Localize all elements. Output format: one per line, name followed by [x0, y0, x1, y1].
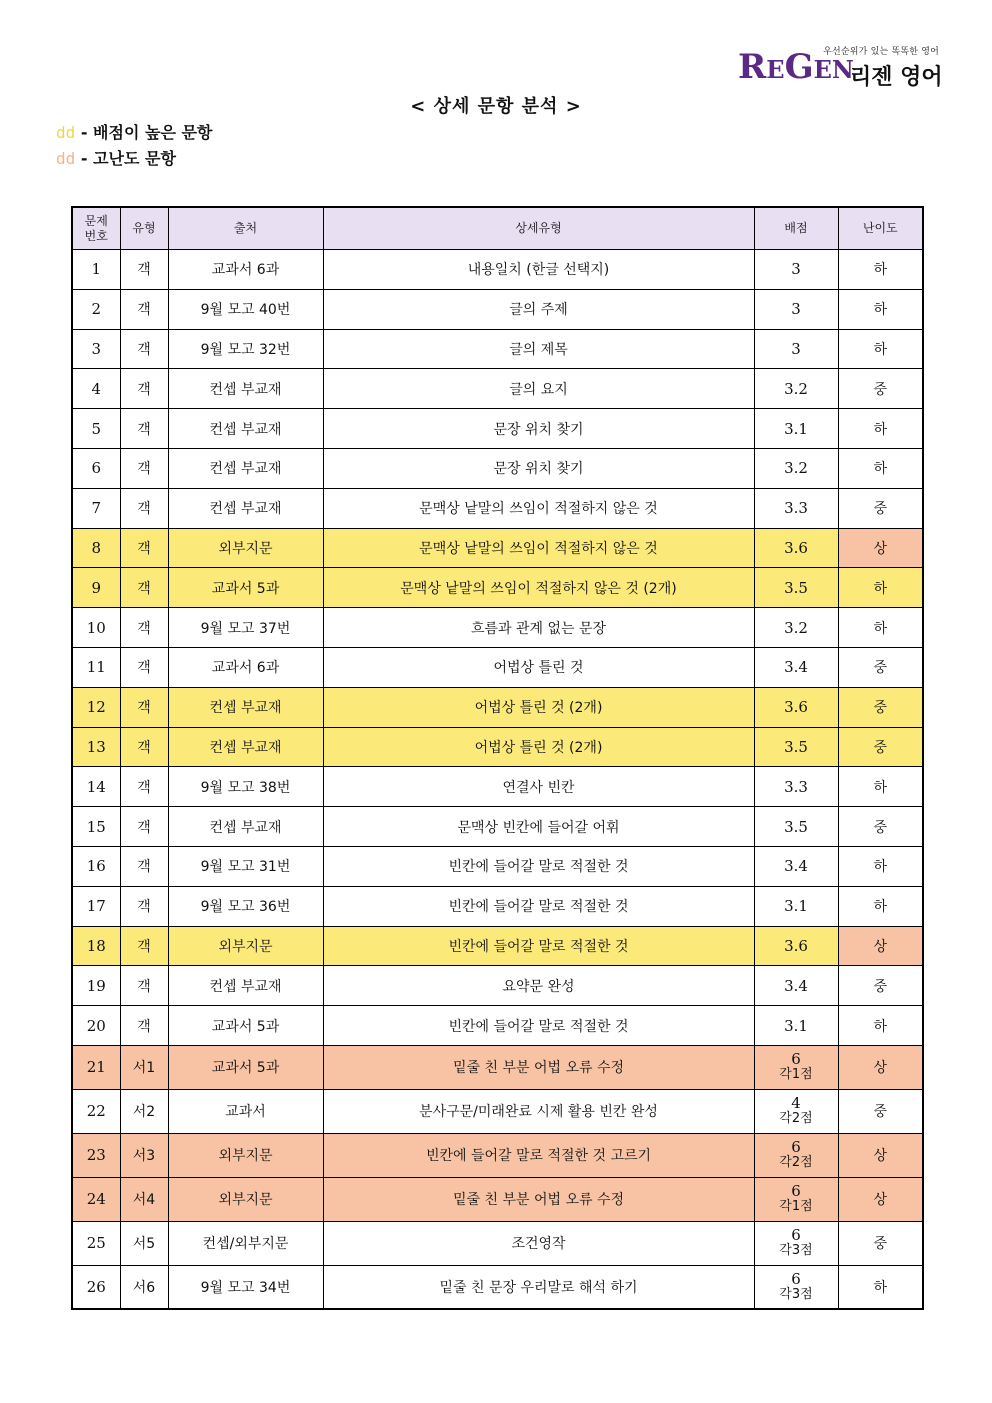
cell-score — [754, 966, 838, 1006]
cell-score — [754, 807, 838, 847]
table-row — [72, 886, 923, 926]
legend-marker: dd — [56, 123, 76, 142]
cell-source: 컨셉 부교재 — [168, 727, 323, 767]
cell-score — [754, 488, 838, 528]
score-value: 3.2 — [784, 459, 808, 478]
score-value: 3.4 — [784, 658, 808, 677]
cell-score — [754, 1089, 838, 1133]
table-header-row — [72, 207, 923, 250]
table-row — [72, 1045, 923, 1089]
cell-type: 객 — [120, 687, 168, 727]
table-row — [72, 1177, 923, 1221]
cell-detail: 요약문 완성 — [323, 966, 754, 1006]
cell-detail: 밑줄 친 부분 어법 오류 수정 — [323, 1177, 754, 1221]
cell-number: 5 — [72, 409, 120, 449]
score-value: 4 — [791, 1094, 801, 1113]
cell-number: 7 — [72, 488, 120, 528]
table-row — [72, 250, 923, 290]
cell-number: 13 — [72, 727, 120, 767]
cell-type: 서2 — [120, 1089, 168, 1133]
cell-number: 9 — [72, 568, 120, 608]
cell-source: 9월 모고 36번 — [168, 886, 323, 926]
cell-type: 객 — [120, 807, 168, 847]
table-row — [72, 608, 923, 648]
cell-difficulty: 하 — [838, 1006, 923, 1046]
cell-detail: 어법상 틀린 것 — [323, 647, 754, 687]
cell-number: 10 — [72, 608, 120, 648]
table-row — [72, 1006, 923, 1046]
cell-type: 객 — [120, 528, 168, 568]
table-row — [72, 1221, 923, 1265]
cell-difficulty: 하 — [838, 608, 923, 648]
cell-type: 객 — [120, 369, 168, 409]
cell-detail: 글의 제목 — [323, 329, 754, 369]
cell-detail: 문장 위치 찾기 — [323, 409, 754, 449]
cell-number: 6 — [72, 448, 120, 488]
score-value: 3.3 — [784, 777, 808, 796]
score-value: 3.2 — [784, 379, 808, 398]
cell-type: 객 — [120, 886, 168, 926]
cell-type: 객 — [120, 846, 168, 886]
cell-score — [754, 926, 838, 966]
score-value: 3.6 — [784, 936, 808, 955]
score-value: 3.6 — [784, 538, 808, 557]
cell-score — [754, 1006, 838, 1046]
cell-score — [754, 369, 838, 409]
cell-number: 15 — [72, 807, 120, 847]
cell-number: 2 — [72, 289, 120, 329]
cell-type: 객 — [120, 250, 168, 290]
legend-text: - 고난도 문항 — [75, 149, 176, 168]
score-per-item: 각2점 — [779, 1111, 813, 1127]
cell-number: 8 — [72, 528, 120, 568]
cell-type: 서1 — [120, 1045, 168, 1089]
cell-type: 서4 — [120, 1177, 168, 1221]
cell-detail: 글의 요지 — [323, 369, 754, 409]
score-value: 6 — [791, 1182, 801, 1201]
cell-number: 20 — [72, 1006, 120, 1046]
cell-source: 9월 모고 34번 — [168, 1265, 323, 1309]
cell-score — [754, 1221, 838, 1265]
cell-difficulty: 하 — [838, 767, 923, 807]
cell-difficulty: 상 — [838, 1177, 923, 1221]
cell-difficulty: 하 — [838, 568, 923, 608]
cell-score — [754, 409, 838, 449]
cell-difficulty: 상 — [838, 528, 923, 568]
analysis-table — [71, 206, 924, 1310]
cell-difficulty: 중 — [838, 687, 923, 727]
cell-difficulty: 하 — [838, 329, 923, 369]
cell-detail: 조건영작 — [323, 1221, 754, 1265]
cell-source: 교과서 5과 — [168, 568, 323, 608]
cell-difficulty: 중 — [838, 1221, 923, 1265]
cell-detail: 문맥상 낱말의 쓰임이 적절하지 않은 것 — [323, 488, 754, 528]
table-row — [72, 528, 923, 568]
cell-difficulty: 하 — [838, 886, 923, 926]
cell-score — [754, 846, 838, 886]
cell-detail: 빈칸에 들어갈 말로 적절한 것 — [323, 846, 754, 886]
table-row — [72, 767, 923, 807]
cell-detail: 문맥상 빈칸에 들어갈 어휘 — [323, 807, 754, 847]
score-value: 3.4 — [784, 976, 808, 995]
score-value: 3 — [791, 339, 801, 358]
header-type: 유형 — [120, 207, 168, 250]
cell-score — [754, 1045, 838, 1089]
legend-high-score — [56, 120, 212, 143]
score-value: 3.6 — [784, 698, 808, 717]
cell-detail: 글의 주제 — [323, 289, 754, 329]
header-difficulty: 난이도 — [838, 207, 923, 250]
cell-number: 24 — [72, 1177, 120, 1221]
score-per-item: 각1점 — [779, 1067, 813, 1083]
cell-number: 11 — [72, 647, 120, 687]
cell-source: 컨셉 부교재 — [168, 369, 323, 409]
cell-source: 컨셉 부교재 — [168, 488, 323, 528]
cell-score — [754, 767, 838, 807]
cell-type: 서3 — [120, 1133, 168, 1177]
cell-score — [754, 608, 838, 648]
cell-type: 객 — [120, 289, 168, 329]
cell-source: 컨셉 부교재 — [168, 807, 323, 847]
cell-score — [754, 289, 838, 329]
cell-score — [754, 448, 838, 488]
table-row — [72, 568, 923, 608]
cell-difficulty: 하 — [838, 846, 923, 886]
cell-score — [754, 329, 838, 369]
cell-detail: 빈칸에 들어갈 말로 적절한 것 — [323, 926, 754, 966]
score-value: 6 — [791, 1226, 801, 1245]
cell-detail: 어법상 틀린 것 (2개) — [323, 687, 754, 727]
cell-difficulty: 하 — [838, 409, 923, 449]
score-value: 3.4 — [784, 857, 808, 876]
header-source: 출처 — [168, 207, 323, 250]
score-per-item: 각3점 — [779, 1243, 813, 1259]
brand-logo — [738, 44, 943, 88]
score-value: 3 — [791, 260, 801, 279]
table-row — [72, 488, 923, 528]
cell-type: 객 — [120, 329, 168, 369]
table-row — [72, 448, 923, 488]
cell-type: 객 — [120, 568, 168, 608]
cell-type: 객 — [120, 926, 168, 966]
table-row — [72, 647, 923, 687]
cell-detail: 내용일치 (한글 선택지) — [323, 250, 754, 290]
cell-source: 외부지문 — [168, 528, 323, 568]
score-value: 6 — [791, 1270, 801, 1289]
cell-number: 14 — [72, 767, 120, 807]
cell-difficulty: 하 — [838, 250, 923, 290]
score-value: 3 — [791, 300, 801, 319]
cell-source: 외부지문 — [168, 926, 323, 966]
cell-source: 9월 모고 31번 — [168, 846, 323, 886]
cell-source: 교과서 6과 — [168, 647, 323, 687]
cell-difficulty: 중 — [838, 727, 923, 767]
cell-number: 21 — [72, 1045, 120, 1089]
table-row — [72, 846, 923, 886]
cell-source: 컨셉 부교재 — [168, 687, 323, 727]
legend-text: - 배점이 높은 문항 — [75, 123, 213, 142]
page-title: < 상세 문항 분석 > — [410, 96, 582, 117]
cell-type: 객 — [120, 647, 168, 687]
table-row — [72, 687, 923, 727]
cell-score — [754, 727, 838, 767]
cell-detail: 어법상 틀린 것 (2개) — [323, 727, 754, 767]
cell-source: 9월 모고 40번 — [168, 289, 323, 329]
cell-source: 컨셉 부교재 — [168, 448, 323, 488]
table-row — [72, 1089, 923, 1133]
cell-number: 12 — [72, 687, 120, 727]
cell-difficulty: 중 — [838, 647, 923, 687]
cell-difficulty: 중 — [838, 488, 923, 528]
cell-number: 1 — [72, 250, 120, 290]
cell-type: 객 — [120, 1006, 168, 1046]
cell-number: 16 — [72, 846, 120, 886]
table-row — [72, 1265, 923, 1309]
cell-type: 객 — [120, 727, 168, 767]
cell-score — [754, 687, 838, 727]
cell-source: 9월 모고 37번 — [168, 608, 323, 648]
cell-score — [754, 1177, 838, 1221]
cell-source: 컨셉/외부지문 — [168, 1221, 323, 1265]
table-row — [72, 966, 923, 1006]
legend-marker: dd — [56, 149, 76, 168]
cell-score — [754, 886, 838, 926]
score-value: 6 — [791, 1050, 801, 1069]
cell-source: 교과서 5과 — [168, 1006, 323, 1046]
logo-tagline: 우선순위가 있는 똑똑한 영어 — [823, 47, 939, 57]
table-row — [72, 369, 923, 409]
score-value: 3.5 — [784, 578, 808, 597]
legend-high-difficulty — [56, 146, 176, 169]
cell-number: 17 — [72, 886, 120, 926]
cell-source: 9월 모고 32번 — [168, 329, 323, 369]
cell-difficulty: 하 — [838, 1265, 923, 1309]
cell-source: 교과서 6과 — [168, 250, 323, 290]
score-value: 3.2 — [784, 618, 808, 637]
cell-type: 객 — [120, 448, 168, 488]
cell-score — [754, 528, 838, 568]
cell-difficulty: 중 — [838, 1089, 923, 1133]
cell-source: 외부지문 — [168, 1133, 323, 1177]
cell-difficulty: 상 — [838, 926, 923, 966]
cell-detail: 문맥상 낱말의 쓰임이 적절하지 않은 것 — [323, 528, 754, 568]
cell-detail: 밑줄 친 부분 어법 오류 수정 — [323, 1045, 754, 1089]
cell-detail: 문장 위치 찾기 — [323, 448, 754, 488]
table-row — [72, 409, 923, 449]
cell-number: 22 — [72, 1089, 120, 1133]
score-per-item: 각2점 — [779, 1155, 813, 1171]
cell-score — [754, 1265, 838, 1309]
cell-number: 3 — [72, 329, 120, 369]
cell-detail: 빈칸에 들어갈 말로 적절한 것 — [323, 1006, 754, 1046]
score-value: 3.5 — [784, 817, 808, 836]
cell-difficulty: 하 — [838, 289, 923, 329]
cell-difficulty: 상 — [838, 1133, 923, 1177]
cell-difficulty: 하 — [838, 448, 923, 488]
cell-type: 서5 — [120, 1221, 168, 1265]
table-row — [72, 926, 923, 966]
cell-source: 컨셉 부교재 — [168, 966, 323, 1006]
cell-number: 23 — [72, 1133, 120, 1177]
cell-source: 외부지문 — [168, 1177, 323, 1221]
cell-score — [754, 1133, 838, 1177]
cell-difficulty: 중 — [838, 966, 923, 1006]
table-row — [72, 727, 923, 767]
score-value: 3.1 — [784, 419, 808, 438]
cell-type: 서6 — [120, 1265, 168, 1309]
logo-korean-name: 리젠 영어 — [850, 65, 943, 90]
table-row — [72, 1133, 923, 1177]
cell-number: 26 — [72, 1265, 120, 1309]
table-row — [72, 289, 923, 329]
header-score: 배점 — [754, 207, 838, 250]
cell-source: 9월 모고 38번 — [168, 767, 323, 807]
cell-type: 객 — [120, 608, 168, 648]
table-row — [72, 807, 923, 847]
score-value: 6 — [791, 1138, 801, 1157]
cell-type: 객 — [120, 767, 168, 807]
header-number: 문제 번호 — [72, 207, 120, 250]
table-row — [72, 329, 923, 369]
cell-detail: 분사구문/미래완료 시제 활용 빈칸 완성 — [323, 1089, 754, 1133]
cell-score — [754, 568, 838, 608]
header-detail: 상세유형 — [323, 207, 754, 250]
cell-number: 18 — [72, 926, 120, 966]
cell-detail: 밑줄 친 문장 우리말로 해석 하기 — [323, 1265, 754, 1309]
cell-detail: 문맥상 낱말의 쓰임이 적절하지 않은 것 (2개) — [323, 568, 754, 608]
cell-source: 교과서 5과 — [168, 1045, 323, 1089]
cell-type: 객 — [120, 409, 168, 449]
cell-number: 4 — [72, 369, 120, 409]
score-per-item: 각3점 — [779, 1287, 813, 1303]
score-value: 3.1 — [784, 1016, 808, 1035]
score-value: 3.3 — [784, 499, 808, 518]
cell-source: 교과서 — [168, 1089, 323, 1133]
cell-detail: 빈칸에 들어갈 말로 적절한 것 — [323, 886, 754, 926]
cell-difficulty: 중 — [838, 807, 923, 847]
cell-type: 객 — [120, 488, 168, 528]
logo-wordmark: REGEN — [738, 47, 854, 87]
cell-type: 객 — [120, 966, 168, 1006]
cell-score — [754, 250, 838, 290]
cell-detail: 빈칸에 들어갈 말로 적절한 것 고르기 — [323, 1133, 754, 1177]
cell-detail: 연결사 빈칸 — [323, 767, 754, 807]
cell-difficulty: 상 — [838, 1045, 923, 1089]
cell-number: 19 — [72, 966, 120, 1006]
cell-detail: 흐름과 관계 없는 문장 — [323, 608, 754, 648]
score-per-item: 각1점 — [779, 1199, 813, 1215]
cell-difficulty: 중 — [838, 369, 923, 409]
score-value: 3.5 — [784, 737, 808, 756]
score-value: 3.1 — [784, 897, 808, 916]
cell-number: 25 — [72, 1221, 120, 1265]
cell-score — [754, 647, 838, 687]
cell-source: 컨셉 부교재 — [168, 409, 323, 449]
